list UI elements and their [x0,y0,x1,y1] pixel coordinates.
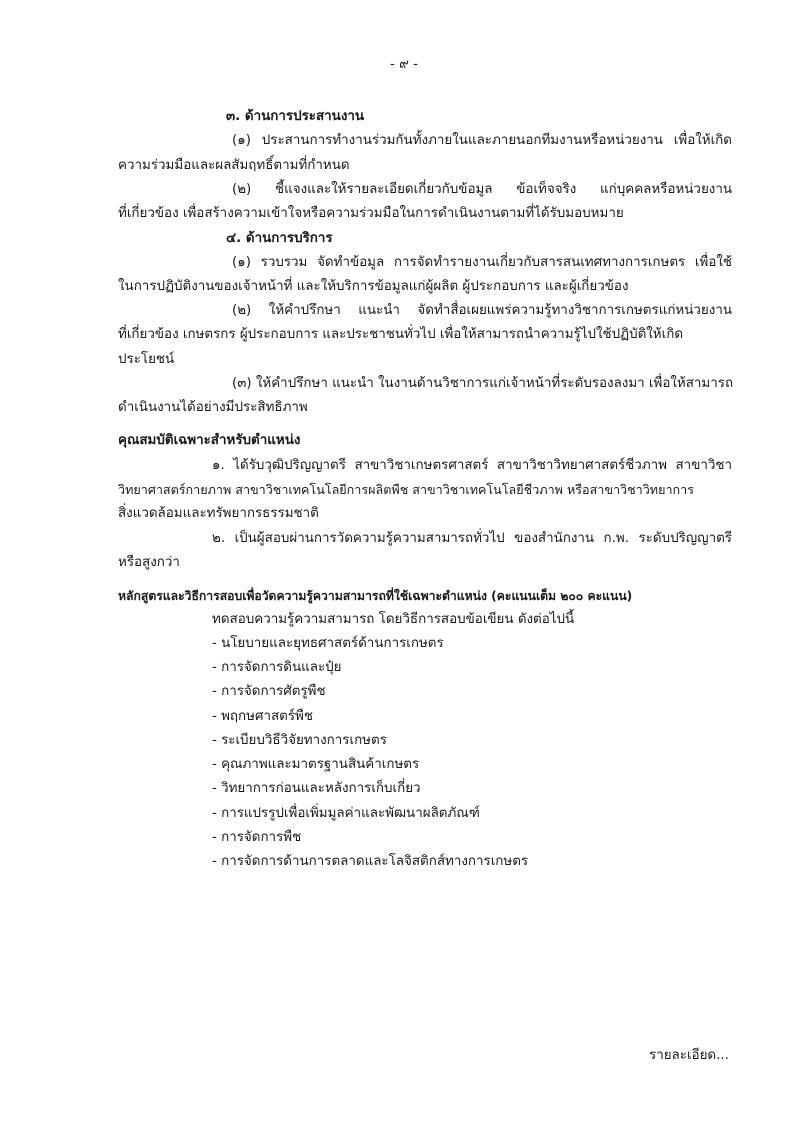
paragraph-line: (๑) รวบรวม จัดทำข้อมูล การจัดทำรายงานเกี่ยวกับสารสนเทศทางการเกษตร เพื่อใช้ [232,255,732,270]
paragraph-line: ในการปฏิบัติงานของเจ้าหน้าที่ และให้บริการข้อมูลแก่ผู้ผลิต ผู้ประกอบการ และผู้เกี่ยวข้อง [118,279,629,294]
paragraph-line: ที่เกี่ยวข้อง เกษตรกร ผู้ประกอบการ และประชาชนทั่วไป เพื่อให้สามารถนำความรู้ไปใช้ปฏิบัติให้เกิด [118,327,684,342]
paragraph-line: (๓) ให้คำปรึกษา แนะนำ ในงานด้านวิชาการแก่เจ้าหน้าที่ระดับรองลงมา เพื่อให้สามารถ [232,376,734,391]
exam-topic: - นโยบายและยุทธศาสตร์ด้านการเกษตร [212,636,444,651]
paragraph-line: (๒) ให้คำปรึกษา แนะนำ จัดทำสื่อเผยแพร่ความรู้ทางวิชาการเกษตรแก่หน่วยงาน [232,303,732,318]
paragraph-line: (๑) ประสานการทำงานร่วมกันทั้งภายในและภายนอกทีมงานหรือหน่วยงาน เพื่อให้เกิด [232,133,732,148]
paragraph-line: ๒. เป็นผู้สอบผ่านการวัดความรู้ความสามารถทั่วไป ของสำนักงาน ก.พ. ระดับปริญญาตรี [212,531,732,546]
paragraph-line: หรือสูงกว่า [118,555,180,570]
paragraph-line: วิทยาศาสตร์กายภาพ สาขาวิชาเทคโนโลยีการผลิตพืช สาขาวิชาเทคโนโลยีชีวภาพ หรือสาขาวิชาวิทยาการ [118,482,694,497]
paragraph-line: ความร่วมมือและผลสัมฤทธิ์ตามที่กำหนด [118,158,350,173]
exam-heading: หลักสูตรและวิธีการสอบเพื่อวัดความรู้ความสามารถที่ใช้เฉพาะตำแหน่ง (คะแนนเต็ม ๒๐๐ คะแนน) [118,589,633,603]
exam-topic: - การแปรรูปเพื่อเพิ่มมูลค่าและพัฒนาผลิตภัณฑ์ [212,806,480,821]
exam-topic: - คุณภาพและมาตรฐานสินค้าเกษตร [212,757,420,772]
exam-topic: - ระเบียบวิธีวิจัยทางการเกษตร [212,733,387,748]
exam-topic: - วิทยาการก่อนและหลังการเก็บเกี่ยว [212,781,421,796]
paragraph-line: ที่เกี่ยวข้อง เพื่อสร้างความเข้าใจหรือความร่วมมือในการดำเนินงานตามที่ได้รับมอบหมาย [118,206,624,221]
paragraph-line: ๑. ได้รับวุฒิปริญญาตรี สาขาวิชาเกษตรศาสตร์ สาขาวิชาวิทยาศาสตร์ชีวภาพ สาขาวิชา [212,458,732,473]
section-heading-coordination: ๓. ด้านการประสานงาน [226,109,365,124]
qualifications-heading: คุณสมบัติเฉพาะสำหรับตำแหน่ง [118,433,301,448]
exam-topic: - การจัดการดินและปุ๋ย [212,660,342,675]
continued-note: รายละเอียด... [649,1048,729,1063]
section-heading-service: ๔. ด้านการบริการ [226,231,333,246]
paragraph-line: ประโยชน์ [118,352,175,367]
paragraph-line: ดำเนินงานได้อย่างมีประสิทธิภาพ [118,400,308,415]
exam-topic: - การจัดการด้านการตลาดและโลจิสติกส์ทางการเกษตร [212,854,529,869]
page-number: - ๙ - [390,57,418,72]
exam-intro: ทดสอบความรู้ความสามารถ โดยวิธีการสอบข้อเขียน ดังต่อไปนี้ [212,612,575,627]
exam-topic: - การจัดการศัตรูพืช [212,684,326,699]
paragraph-line: สิ่งแวดล้อมและทรัพยากรธรรมชาติ [118,506,319,521]
paragraph-line: (๒) ชี้แจงและให้รายละเอียดเกี่ยวกับข้อมูล ข้อเท็จจริง แก่บุคคลหรือหน่วยงาน [232,182,732,197]
exam-topic: - การจัดการพืช [212,830,302,845]
exam-topic: - พฤกษศาสตร์พืช [212,709,313,724]
